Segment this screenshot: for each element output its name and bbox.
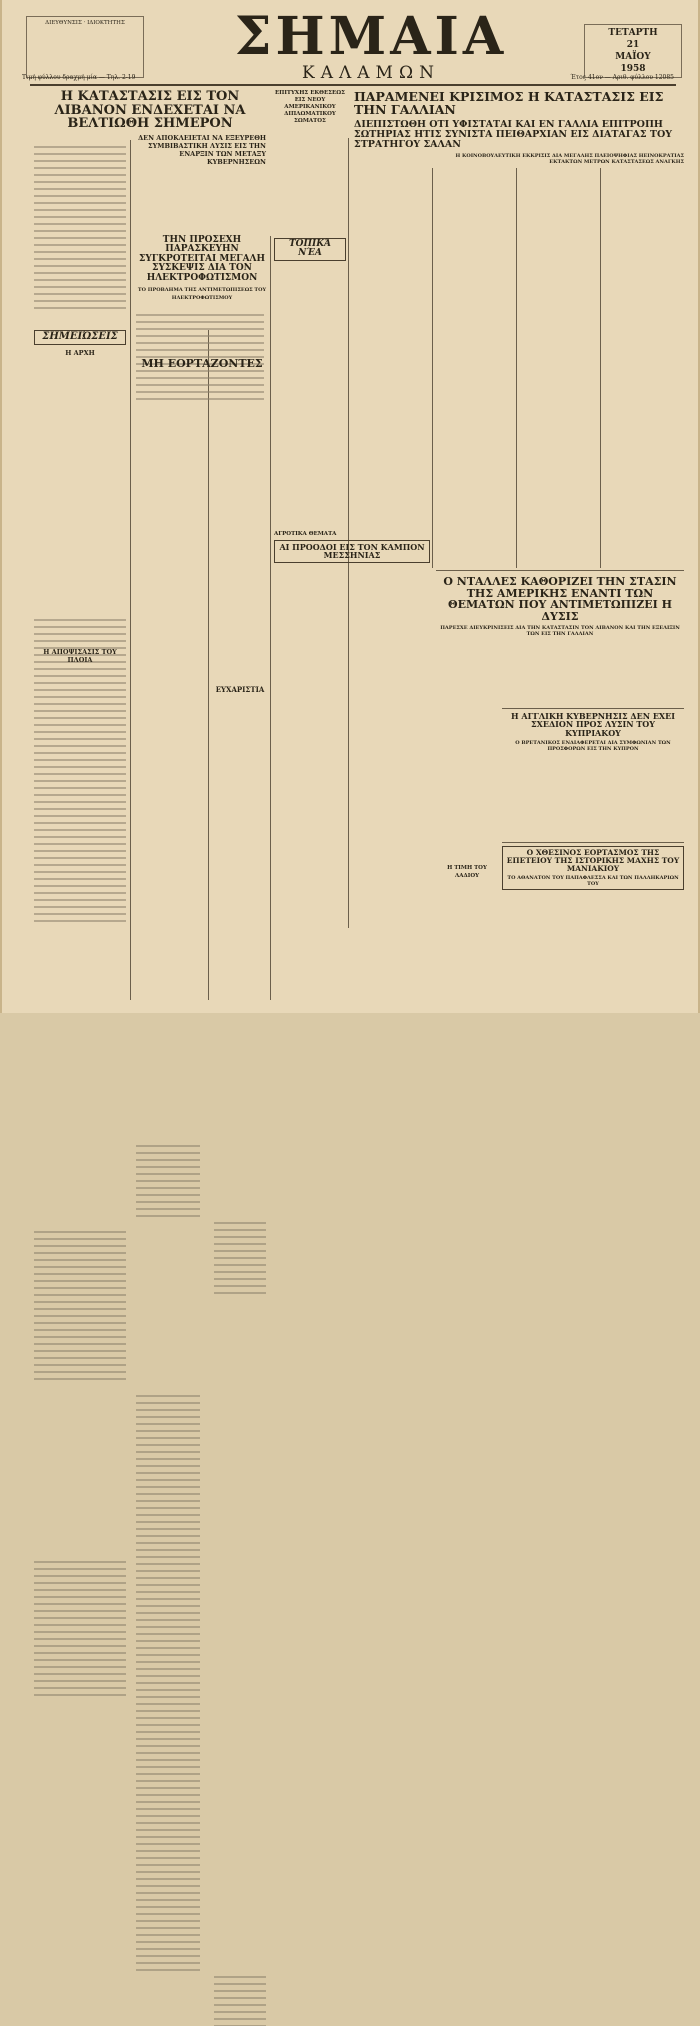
article-name-days: [136, 358, 268, 370]
masthead: [16, 6, 688, 83]
headline-lebanon: Η ΚΑΤΑΣΤΑΣΙΣ ΕΙΣ ΤΟΝ ΛΙΒΑΝΟΝ ΕΝΔΕΧΕΤΑΙ ΝΑ ΒΕΛΤΙΩΘΗ ΣΗΜΕΡΟΝ: [54, 89, 246, 132]
subhead-lebanon: ΔΕΝ ΑΠΟΚΛΕΙΕΤΑΙ ΝΑ ΕΞΕΥΡΕΘΗ ΣΥΜΒΙΒΑΣΤΙΚΗ ΛΥΣΙΣ ΕΙΣ ΤΗΝ ΕΝΑΡΞΙΝ ΤΩΝ ΜΕΤΑΞΥ ΚΥΒΕΡΝΗΣΕΩΝ: [138, 133, 266, 166]
article-cyprus: [502, 712, 684, 752]
body-electricity-col1: [136, 1145, 200, 1217]
date-box: [584, 24, 682, 78]
headline-america-small: ΕΠΙΤΥΧΗΣ ΕΚΘΕΣΕΩΣ ΕΙΣ ΝΕΟΥ ΑΜΕΡΙΚΑΝΙΚΟΥ ΔΙΠΛΩΜΑΤΙΚΟΥ ΣΩΜΑΤΟΣ: [274, 90, 346, 124]
body-name-days-col2: [214, 1976, 266, 2026]
article-dulles: [436, 576, 684, 637]
subhead-dulles: ΠΑΡΕΣΧΕ ΔΙΕΥΚΡΙΝΙΣΕΙΣ ΔΙΑ ΤΗΝ ΚΑΤΑΣΤΑΣΙΝ ΤΟΝ ΛΙΒΑΝΟΝ ΚΑΙ ΤΗΝ ΕΞΕΛΙΞΙΝ ΤΩΝ ΕΙΣ ΤΗΝ ΓΑΛΛΙΑΝ: [440, 625, 680, 638]
subhead-cyprus: Ο ΒΡΕΤΑΝΙΚΟΣ ΕΝΔΙΑΦΕΡΕΤΑΙ ΔΙΑ ΣΥΜΦΩΝΙΑΝ ΤΩΝ ΠΡΟΣΦΟΡΩΝ ΕΙΣ ΤΗΝ ΚΥΠΡΟΝ: [515, 740, 671, 753]
newspaper-subtitle: ΚΑΛΑΜΩΝ: [302, 63, 440, 83]
column-rule: [600, 168, 601, 568]
headline-oil-price: Η ΤΙΜΗ ΤΟΥ ΛΑΔΙΟΥ: [447, 865, 487, 879]
body-misc: [34, 1561, 126, 1696]
subhead-electricity: ΤΟ ΠΡΟΒΛΗΜΑ ΤΗΣ ΑΝΤΙΜΕΤΩΠΙΣΕΩΣ ΤΟΥ ΗΛΕΚΤΡΟΦΩΤΙΣΜΟΥ: [137, 287, 267, 302]
body-lebanon-col1: [34, 146, 126, 309]
article-maniaki: [502, 846, 684, 890]
date-month: ΜΑΪΟΥ: [615, 52, 651, 62]
body-fire: [34, 1231, 126, 1380]
article-france: [354, 90, 684, 165]
section-rule: [436, 570, 684, 571]
column-rule: [130, 140, 131, 1000]
body-electricity-col2: [214, 1222, 266, 1294]
section-topika: ΤΟΠΙΚΆ ΝΈΑ: [274, 238, 346, 261]
headline-france: ΠΑΡΑΜΕΝΕΙ ΚΡΙΣΙΜΟΣ Η ΚΑΤΑΣΤΑΣΙΣ ΕΙΣ ΤΗΝ ΓΑΛΛΙΑΝ: [354, 89, 664, 118]
subhead-france: Η ΚΟΙΝΟΒΟΥΛΕΥΤΙΚΗ ΕΚΚΡΙΣΙΣ ΔΙΑ ΜΕΓΑΛΗΣ ΠΛΕΙΟΨΗΦΙΑΣ ΗΕΙΝΟΚΡΑΤΙΑΣ ΕΚΤΑΚΤΩΝ ΜΕΤΡΩΝ ΚΑΤΑΣΤΑΣΕΩΣ ΑΝΑΓΚΗΣ: [455, 153, 684, 166]
headline-dulles: Ο ΝΤΑΛΛΕΣ ΚΑΘΟΡΙΖΕΙ ΤΗΝ ΣΤΑΣΙΝ ΤΗΣ ΑΜΕΡΙΚΗΣ ΕΝΑΝΤΙ ΤΩΝ ΘΕΜΑΤΩΝ ΠΟΥ ΑΝΤΙΜΕΤΩΠΙΖΕΙ Η ΔΥΣΙΣ: [443, 575, 677, 623]
column-rule: [432, 168, 433, 568]
label-agrotika: ΑΓΡΟΤΙΚΑ ΘΕΜΑΤΑ: [274, 531, 337, 537]
headline-agrotika: ΑΙ ΠΡΟΟΔΟΙ ΕΙΣ ΤΟΝ ΚΑΜΠΟΝ ΜΕΣΣΗΝΙΑΣ: [274, 540, 430, 563]
masthead-info-box: [26, 16, 144, 78]
subhead-maniaki: ΤΟ ΑΘΑΝΑΤΟΝ ΤΟΥ ΠΑΠΑΦΛΕΣΣΑ ΚΑΙ ΤΩΝ ΠΑΛΛΗΚΑΡΙΩΝ ΤΟΥ: [507, 874, 679, 887]
article-topika: [274, 238, 346, 261]
headline-electricity: ΤΗΝ ΠΡΟΣΕΧΗ ΠΑΡΑΣΚΕΥΗΝ ΣΥΓΚΡΟΤΕΙΤΑΙ ΜΕΓΑΛΗ ΣΥΣΚΕΨΙΣ ΔΙΑ ΤΟΝ ΗΛΕΚΤΡΟΦΩΤΙΣΜΟΝ: [138, 235, 266, 283]
headline-maniaki: Ο ΧΘΕΣΙΝΟΣ ΕΟΡΤΑΣΜΟΣ ΤΗΣ ΕΠΕΤΕΙΟΥ ΤΗΣ ΙΣΤΟΡΙΚΗΣ ΜΑΧΗΣ ΤΟΥ ΜΑΝΙΑΚΙΟΥ: [506, 848, 680, 873]
section-rule: [502, 708, 684, 709]
headline-thanks: ΕΥΧΑΡΙΣΤΙΑ: [215, 685, 265, 694]
column-rule: [516, 168, 517, 568]
article-electricity: [136, 236, 268, 302]
section-simeioseis: ΣΗΜΕΙΏΣΕΙΣ: [34, 330, 126, 345]
article-simeioseis: [34, 330, 126, 357]
date-year: 1958: [620, 64, 646, 74]
newspaper-title: ΣΗΜΑΙΑ: [234, 6, 508, 67]
masthead-issue: Έτος 41ον — Αριθ. φύλλου 12085: [570, 74, 674, 81]
subtitle-france: ΔΙΕΠΙΣΤΩΘΗ ΟΤΙ ΥΦΙΣΤΑΤΑΙ ΚΑΙ ΕΝ ΓΑΛΛΙΑ ΕΠΙΤΡΟΠΗ ΣΩΤΗΡΙΑΣ ΗΤΙΣ ΣΥΝΙΣΤΑ ΠΕΙΘΑΡΧΙΑΝ ΕΙΣ ΔΙΑΤΑΓΑΣ ΤΟΥ ΣΤΡΑΤΗΓΟΥ ΣΑΛΑΝ: [354, 119, 673, 151]
masthead-price: Τιμή φύλλου δραχμή μία — Τηλ. 2-19: [22, 74, 136, 81]
column-rule: [270, 236, 271, 1000]
subhead-simeioseis: Η ΑΡΧΗ: [65, 348, 95, 357]
date-number: 21: [626, 40, 640, 50]
article-thanks: [214, 686, 266, 693]
article-america-small: [274, 90, 346, 125]
article-fire: [34, 648, 126, 664]
section-rule: [502, 842, 684, 843]
date-day: ΤΕΤΑΡΤΗ: [608, 28, 658, 38]
masthead-rule: [30, 84, 676, 86]
body-simeioseis: [34, 619, 126, 922]
article-agrotika: [274, 530, 430, 563]
headline-cyprus: Η ΑΓΓΛΙΚΗ ΚΥΒΕΡΝΗΣΙΣ ΔΕΝ ΕΧΕΙ ΣΧΕΔΙΟΝ ΠΡΟΣ ΛΥΣΙΝ ΤΟΥ ΚΥΠΡΙΑΚΟΥ: [511, 711, 675, 738]
headline-fire: Η ΑΠΟΨΙΣΑΣΙΣ ΤΟΥ ΠΛΟΙΑ: [43, 648, 117, 664]
body-name-days-col1: [136, 1395, 200, 1971]
masthead-info-text: ΔΙΕΥΘΥΝΣΙΣ · ΙΔΙΟΚΤΗΤΗΣ: [45, 20, 125, 26]
column-rule: [208, 330, 209, 1000]
headline-name-days: ΜΗ ΕΟΡΤΑΖΟΝΤΕΣ: [141, 357, 263, 370]
article-oil-price: [438, 864, 496, 880]
